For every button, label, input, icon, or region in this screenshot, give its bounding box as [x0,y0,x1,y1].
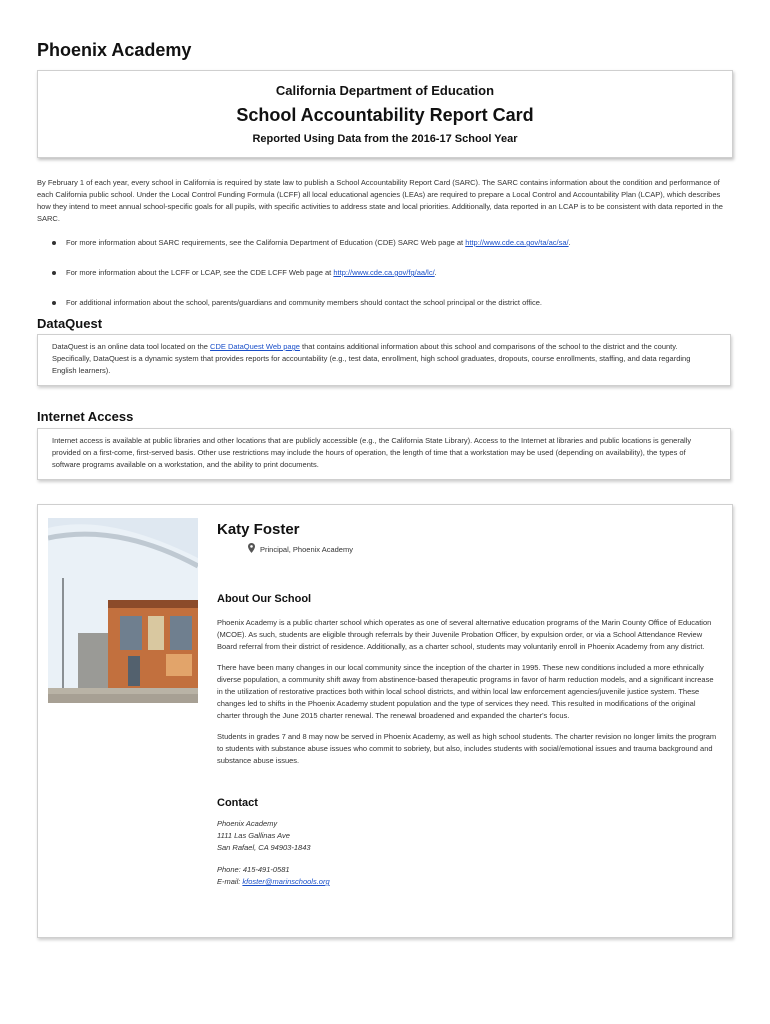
sarc-link[interactable]: http://www.cde.ca.gov/ta/ac/sa/ [465,238,569,247]
location-pin-icon [248,543,255,553]
school-name: Phoenix Academy [37,40,192,60]
department-name: California Department of Education [275,83,495,98]
about-heading: About Our School [217,593,312,605]
bullet-sarc: For more information about SARC requirements, see the California Department of Education (CDE) SARC Web page at http://www.cde.ca.gov/ta/ac/sa/. [52,237,732,249]
report-subtitle: Reported Using Data from the 2016-17 School Year [252,133,518,145]
report-title: School Accountability Report Card [236,105,534,125]
dataquest-heading: DataQuest [37,316,103,331]
bullet-dot [52,241,56,245]
dataquest-link[interactable]: CDE DataQuest Web page [210,342,300,351]
contact-heading: Contact [217,797,258,809]
principal-profile [37,504,733,938]
about-paragraph: Students in grades 7 and 8 may now be served in Phoenix Academy, as well as high school students. The charter revision no longer limits the program to students with substance abuse issues who commit to sobriety, but also, includes students with social/emotional issues and trauma background and substance abuse issues. [217,732,717,765]
contact-email-link[interactable]: kfoster@marinschools.org [242,877,330,886]
about-text [217,617,717,776]
principal-name: Katy Foster [217,521,300,538]
intro-paragraph: By February 1 of each year, every school in California is required by state law to publish a School Accountability Report Card (SARC). The SARC contains information about the condition and performance of each California public school. Under the Local Control Funding Formula (LCFF) all local educational agencies (LEAs) are required to prepare a Local Control and Accountability Plan (LCAP), which describes how they intend to meet annual school-specific goals for all pupils, with specific activities to address state and local priorities. Additionally, data reported in an LCAP is to be consistent with data reported in the SARC. [37,178,723,223]
contact-city: San Rafael, CA 94903-1843 [217,843,311,852]
contact-block: Phoenix Academy 1111 Las Gallinas Ave San Rafael, CA 94903-1843 Phone: 415-491-0581 E-mail: kfoster@marinschools.org [217,819,330,886]
internet-access-box: Internet access is available at public libraries and other locations that are publicly accessible (e.g., the California State Library). Access to the Internet at libraries and public locations is generally provided on a first-come, first-served basis. Other use restrictions may include the hours of operation, the length of time that a workstation may be used (depending on availability), the types of software programs available on a workstation, and the ability to print documents. [37,428,731,480]
bullet-dot [52,301,56,305]
contact-org: Phoenix Academy [217,819,278,828]
lcff-link[interactable]: http://www.cde.ca.gov/fg/aa/lc/ [333,268,435,277]
about-paragraph: Phoenix Academy is a public charter school which operates as one of several alternative education programs of the Marin County Office of Education (MCOE). As such, students are eligible through referrals by their Juvenile Probation Officer, by expulsion order, or via a School Attendance Review Board referral from their district of residence. Additionally, as a charter school, students may voluntarily enroll in Phoenix Academy from any district. [217,618,712,651]
report-header [37,70,733,158]
contact-street: 1111 Las Gallinas Ave [217,831,290,840]
bullet-lcff: For more information about the LCFF or LCAP, see the CDE LCFF Web page at http://www.cde.ca.gov/fg/aa/lc/. [52,267,732,279]
internet-access-heading: Internet Access [37,409,134,424]
about-paragraph: There have been many changes in our local community since the inception of the charter in 1995. These new conditions included a more ethnically diverse population, a community shift away from abstinence-based therapeutic programs in favor of harm reduction models, and a significant increase in the utilization of restorative practices both within local school districts, and within local law enforcement agencies/juvenile justice system. These changes led to shifts in the Phoenix Academy student population and the type of services they need. This resulted in modifications of the original charter through the June 2015 charter renewal. The renewal broadened and expanded the charter's focus. [217,663,714,720]
info-bullets [52,237,732,327]
school-building-photo [48,518,198,703]
bullet-contact-info: For additional information about the school, parents/guardians and community members should contact the school principal or the district office. [52,297,732,309]
bullet-dot [52,271,56,275]
contact-phone: Phone: 415-491-0581 [217,865,290,874]
dataquest-box: DataQuest is an online data tool located on the CDE DataQuest Web page that contains additional information about this school and comparisons of the school to the district and the county. Specifically, DataQuest is a dynamic system that provides reports for accountability (e.g., test data, enrollment, high school graduates, dropouts, course enrollments, staffing, and data regarding English learners). [37,334,731,386]
principal-role: Principal, Phoenix Academy [260,545,353,554]
